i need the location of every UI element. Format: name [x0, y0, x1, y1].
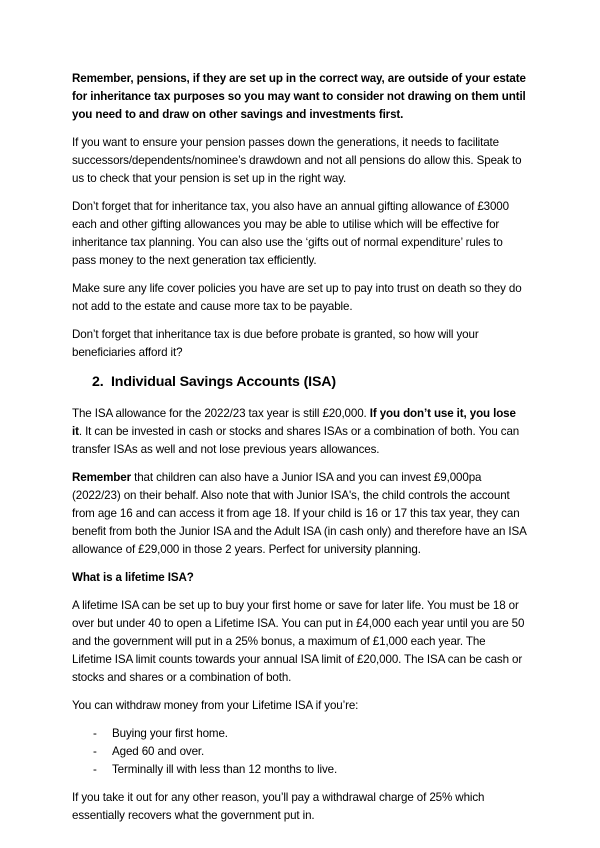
paragraph-pension-generations: If you want to ensure your pension passes down the generations, it needs to facilitate successors/dependents/nominee’s drawdown and not all pensions do allow this. Speak to us to check that your pension is set up in the right way.: [72, 136, 522, 185]
paragraph-isa-allowance-run-2: . It can be invested in cash or stocks and shares ISAs or a combination of both. You can transfer ISAs as well and not lose previous years allowances.: [72, 425, 520, 456]
list-item: [72, 743, 528, 761]
dash-bullet-icon: -: [93, 727, 97, 740]
heading-individual-savings-accounts: [72, 372, 528, 392]
paragraph-life-cover-trust: Make sure any life cover policies you have are set up to pay into trust on death so they do not add to the estate and cause more tax to be payable.: [72, 282, 522, 313]
section-number: 2.: [92, 374, 104, 390]
list-item: [72, 725, 528, 743]
paragraph-isa-allowance: [72, 405, 528, 459]
paragraph-withdrawal-charge: If you take it out for any other reason, you’ll pay a withdrawal charge of 25% which essentially recovers what the government put in.: [72, 791, 485, 822]
paragraph-junior-isa-run-1: that children can also have a Junior ISA and you can invest £9,000pa (2022/23) on their behalf. Also note that with Junior ISA's, the child controls the account from age 16 and can access it from age 18. If your child is 16 or 17 this tax year, they can benefit from both the Junior ISA and the Adult ISA (in cash only) and therefore have an ISA allowance of £29,000 in those 2 years. Perfect for university planning.: [72, 471, 527, 556]
paragraph-pensions-estate: Remember, pensions, if they are set up in the correct way, are outside of your estate for inheritance tax purposes so you may want to consider not drawing on them until you need to and draw on other savings and investments first.: [72, 72, 526, 121]
dash-bullet-icon: -: [93, 763, 97, 776]
section-title: Individual Savings Accounts (ISA): [111, 374, 336, 390]
list-item-label: Aged 60 and over.: [112, 745, 205, 758]
paragraph-junior-isa: [72, 469, 528, 559]
paragraph-withdraw-intro: You can withdraw money from your Lifetime ISA if you’re:: [72, 699, 359, 712]
paragraph-gifting-allowance: Don’t forget that for inheritance tax, you also have an annual gifting allowance of £3000 each and other gifting allowances you may be able to utilise which will be effective for inheritance tax planning. You can also use the ‘gifts out of normal expenditure’ rules to pass money to the next generation tax efficiently.: [72, 200, 509, 267]
list-item-label: Buying your first home.: [112, 727, 228, 740]
dash-bullet-icon: -: [93, 745, 97, 758]
list-item: [72, 761, 528, 779]
list-withdrawal-conditions: [72, 725, 528, 779]
paragraph-probate: Don’t forget that inheritance tax is due before probate is granted, so how will your beneficiaries afford it?: [72, 328, 479, 359]
paragraph-junior-isa-run-0: Remember: [72, 471, 131, 484]
paragraph-isa-allowance-run-0: The ISA allowance for the 2022/23 tax year is still £20,000.: [72, 407, 370, 420]
document-body: [72, 70, 528, 825]
subheading-what-is-a-lifetime-isa: What is a lifetime ISA?: [72, 571, 194, 584]
paragraph-isa-allowance-run-1: If you don’t use it, you lose it: [72, 407, 516, 438]
paragraph-lifetime-isa-rules: A lifetime ISA can be set up to buy your first home or save for later life. You must be 18 or over but under 40 to open a Lifetime ISA. You can put in £4,000 each year until you are 50 and the government will put in a 25% bonus, a maximum of £1,000 each year. The Lifetime ISA limit counts towards your annual ISA limit of £20,000. The ISA can be cash or stocks and shares or a combination of both.: [72, 599, 525, 684]
list-item-label: Terminally ill with less than 12 months to live.: [112, 763, 338, 776]
